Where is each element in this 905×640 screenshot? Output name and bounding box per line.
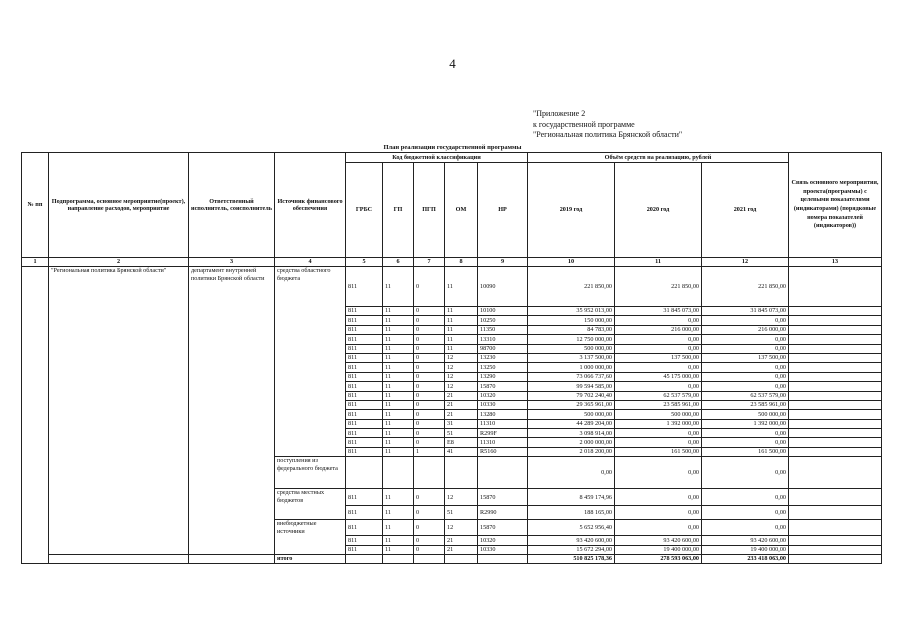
value-2019: 5 652 956,40 xyxy=(528,520,615,536)
value-2021: 0,00 xyxy=(702,382,789,391)
code-np: 13230 xyxy=(478,353,528,362)
value-2021: 216 000,00 xyxy=(702,325,789,334)
code-gp: 11 xyxy=(383,489,414,506)
value-2021: 161 500,00 xyxy=(702,447,789,456)
code-grbs: 811 xyxy=(346,335,383,344)
total-label: итого xyxy=(275,555,346,564)
code-pgp: 0 xyxy=(414,316,445,325)
code-np: R5160 xyxy=(478,447,528,456)
code-np: 13280 xyxy=(478,410,528,419)
code-np: 13290 xyxy=(478,372,528,381)
value-2019: 188 165,00 xyxy=(528,506,615,520)
code-pgp: 0 xyxy=(414,489,445,506)
link-cell xyxy=(789,410,882,419)
code-pgp xyxy=(414,555,445,564)
value-2019: 29 365 961,00 xyxy=(528,400,615,409)
link-cell xyxy=(789,307,882,316)
code-grbs: 811 xyxy=(346,520,383,536)
link-cell xyxy=(789,267,882,307)
value-2020: 0,00 xyxy=(615,316,702,325)
code-grbs: 811 xyxy=(346,391,383,400)
total-2020: 278 593 063,00 xyxy=(615,555,702,564)
value-2020: 19 400 000,00 xyxy=(615,545,702,554)
code-pgp xyxy=(414,457,445,489)
column-number-row xyxy=(22,258,882,267)
code-om: 51 xyxy=(445,506,478,520)
value-2021: 0,00 xyxy=(702,429,789,438)
code-gp: 11 xyxy=(383,307,414,316)
header-2021: 2021 год xyxy=(702,163,789,258)
link-cell xyxy=(789,489,882,506)
code-gp: 11 xyxy=(383,335,414,344)
code-pgp: 0 xyxy=(414,307,445,316)
header-no: № пп xyxy=(22,153,49,258)
column-number-13: 13 xyxy=(789,258,882,267)
code-om: 11 xyxy=(445,267,478,307)
code-om: 12 xyxy=(445,372,478,381)
value-2021: 31 845 073,00 xyxy=(702,307,789,316)
header-budget-code: Код бюджетной классификации xyxy=(346,153,528,163)
link-cell xyxy=(789,429,882,438)
executor-cell: департамент внутренней политики Брянской области xyxy=(189,267,275,555)
value-2020: 0,00 xyxy=(615,335,702,344)
value-2021: 0,00 xyxy=(702,438,789,447)
code-om: 21 xyxy=(445,410,478,419)
value-2019: 221 850,00 xyxy=(528,267,615,307)
column-number-6: 6 xyxy=(383,258,414,267)
code-pgp: 0 xyxy=(414,536,445,545)
link-cell xyxy=(789,316,882,325)
link-cell xyxy=(789,363,882,372)
value-2019: 12 750 000,00 xyxy=(528,335,615,344)
link-cell xyxy=(789,325,882,334)
value-2019: 73 066 737,60 xyxy=(528,372,615,381)
code-om: 21 xyxy=(445,400,478,409)
header-source: Источник финансового обеспечения xyxy=(275,153,346,258)
value-2021: 1 392 000,00 xyxy=(702,419,789,428)
code-pgp: 0 xyxy=(414,438,445,447)
value-2019: 1 000 000,00 xyxy=(528,363,615,372)
link-cell xyxy=(789,506,882,520)
code-pgp: 0 xyxy=(414,353,445,362)
link-cell xyxy=(789,555,882,564)
code-np: 15870 xyxy=(478,382,528,391)
header-2020: 2020 год xyxy=(615,163,702,258)
value-2021: 0,00 xyxy=(702,335,789,344)
value-2021: 0,00 xyxy=(702,457,789,489)
header-gp: ГП xyxy=(383,163,414,258)
value-2021: 0,00 xyxy=(702,489,789,506)
value-2020: 0,00 xyxy=(615,438,702,447)
link-cell xyxy=(789,520,882,536)
code-om: 21 xyxy=(445,536,478,545)
code-np: 10250 xyxy=(478,316,528,325)
appendix-line-2: к государственной программе xyxy=(533,119,635,129)
header-executor: Ответственный исполнитель, соисполнитель xyxy=(189,153,275,258)
value-2020: 161 500,00 xyxy=(615,447,702,456)
code-om xyxy=(445,555,478,564)
code-grbs: 811 xyxy=(346,363,383,372)
link-cell xyxy=(789,447,882,456)
code-gp: 11 xyxy=(383,545,414,554)
code-om: 11 xyxy=(445,316,478,325)
value-2021: 62 537 579,00 xyxy=(702,391,789,400)
source-local-cell: средства местных бюджетов xyxy=(275,489,346,520)
value-2020: 0,00 xyxy=(615,344,702,353)
link-cell xyxy=(789,419,882,428)
value-2020: 23 585 961,00 xyxy=(615,400,702,409)
value-2019: 79 702 240,40 xyxy=(528,391,615,400)
value-2019: 150 000,00 xyxy=(528,316,615,325)
code-om: 11 xyxy=(445,335,478,344)
code-om: 41 xyxy=(445,447,478,456)
code-pgp: 0 xyxy=(414,372,445,381)
code-grbs: 811 xyxy=(346,429,383,438)
code-gp: 11 xyxy=(383,316,414,325)
code-pgp: 0 xyxy=(414,506,445,520)
code-grbs: 811 xyxy=(346,316,383,325)
value-2021: 137 500,00 xyxy=(702,353,789,362)
column-number-12: 12 xyxy=(702,258,789,267)
value-2019: 0,00 xyxy=(528,457,615,489)
plan-table xyxy=(21,152,882,564)
code-grbs: 811 xyxy=(346,410,383,419)
column-number-8: 8 xyxy=(445,258,478,267)
value-2020: 0,00 xyxy=(615,382,702,391)
code-pgp: 1 xyxy=(414,447,445,456)
code-np xyxy=(478,457,528,489)
link-cell xyxy=(789,457,882,489)
page-number: 4 xyxy=(449,56,456,71)
value-2020: 1 392 000,00 xyxy=(615,419,702,428)
code-pgp: 0 xyxy=(414,429,445,438)
code-grbs: 811 xyxy=(346,545,383,554)
value-2021: 221 850,00 xyxy=(702,267,789,307)
value-2021: 0,00 xyxy=(702,520,789,536)
code-np: 10330 xyxy=(478,400,528,409)
code-grbs: 811 xyxy=(346,353,383,362)
column-number-7: 7 xyxy=(414,258,445,267)
code-grbs: 811 xyxy=(346,400,383,409)
code-om: 11 xyxy=(445,325,478,334)
value-2021: 0,00 xyxy=(702,344,789,353)
code-pgp: 0 xyxy=(414,267,445,307)
appendix-line-3: "Региональная политика Брянской области" xyxy=(533,130,683,139)
total-2021: 233 418 063,00 xyxy=(702,555,789,564)
value-2021: 0,00 xyxy=(702,506,789,520)
program-name-cell: "Региональная политика Брянской области" xyxy=(49,267,189,555)
code-om: 21 xyxy=(445,545,478,554)
link-cell xyxy=(789,438,882,447)
code-grbs: 811 xyxy=(346,267,383,307)
code-grbs: 811 xyxy=(346,325,383,334)
code-pgp: 0 xyxy=(414,410,445,419)
value-2019: 500 000,00 xyxy=(528,344,615,353)
code-gp: 11 xyxy=(383,267,414,307)
plan-title: План реализации государственной программы xyxy=(383,144,522,151)
value-2019: 93 420 600,00 xyxy=(528,536,615,545)
code-gp: 11 xyxy=(383,353,414,362)
code-grbs: 811 xyxy=(346,344,383,353)
column-number-11: 11 xyxy=(615,258,702,267)
code-np: R299F xyxy=(478,429,528,438)
code-om xyxy=(445,457,478,489)
code-gp: 11 xyxy=(383,447,414,456)
code-pgp: 0 xyxy=(414,545,445,554)
column-number-3: 3 xyxy=(189,258,275,267)
code-grbs xyxy=(346,457,383,489)
total-2019: 510 825 178,36 xyxy=(528,555,615,564)
appendix-note xyxy=(533,109,682,141)
value-2020: 0,00 xyxy=(615,429,702,438)
code-gp: 11 xyxy=(383,520,414,536)
code-om: 12 xyxy=(445,363,478,372)
code-gp: 11 xyxy=(383,400,414,409)
code-om: 31 xyxy=(445,419,478,428)
code-grbs xyxy=(346,555,383,564)
code-gp xyxy=(383,555,414,564)
link-cell xyxy=(789,400,882,409)
value-2020: 221 850,00 xyxy=(615,267,702,307)
value-2021: 0,00 xyxy=(702,372,789,381)
header-2019: 2019 год xyxy=(528,163,615,258)
value-2019: 84 783,00 xyxy=(528,325,615,334)
code-pgp: 0 xyxy=(414,363,445,372)
column-number-2: 2 xyxy=(49,258,189,267)
code-grbs: 811 xyxy=(346,489,383,506)
code-pgp: 0 xyxy=(414,344,445,353)
link-cell xyxy=(789,382,882,391)
column-number-9: 9 xyxy=(478,258,528,267)
code-gp: 11 xyxy=(383,372,414,381)
value-2020: 500 000,00 xyxy=(615,410,702,419)
source-federal-cell: поступления из федерального бюджета xyxy=(275,457,346,489)
code-om: 12 xyxy=(445,520,478,536)
link-cell xyxy=(789,353,882,362)
code-np xyxy=(478,555,528,564)
code-pgp: 0 xyxy=(414,382,445,391)
value-2019: 15 672 294,00 xyxy=(528,545,615,554)
code-grbs: 811 xyxy=(346,372,383,381)
code-gp: 11 xyxy=(383,438,414,447)
link-cell xyxy=(789,536,882,545)
value-2020: 0,00 xyxy=(615,363,702,372)
value-2020: 137 500,00 xyxy=(615,353,702,362)
value-2020: 0,00 xyxy=(615,506,702,520)
value-2019: 2 000 000,00 xyxy=(528,438,615,447)
table-row-total xyxy=(22,555,882,564)
value-2020: 0,00 xyxy=(615,520,702,536)
blank-cell xyxy=(49,555,189,564)
value-2019: 2 018 200,00 xyxy=(528,447,615,456)
value-2019: 35 952 013,00 xyxy=(528,307,615,316)
value-2019: 99 594 585,00 xyxy=(528,382,615,391)
source-regional-cell: средства областного бюджета xyxy=(275,267,346,457)
value-2021: 19 400 000,00 xyxy=(702,545,789,554)
header-subprogram: Подпрограмма, основное мероприятие(проект), направление расходов, мероприятие xyxy=(49,153,189,258)
code-gp: 11 xyxy=(383,506,414,520)
code-om: 11 xyxy=(445,344,478,353)
code-np: 13250 xyxy=(478,363,528,372)
value-2021: 93 420 600,00 xyxy=(702,536,789,545)
code-om: 12 xyxy=(445,382,478,391)
code-pgp: 0 xyxy=(414,400,445,409)
blank-cell xyxy=(189,555,275,564)
link-cell xyxy=(789,545,882,554)
code-np: 10330 xyxy=(478,545,528,554)
column-number-10: 10 xyxy=(528,258,615,267)
source-offbudget-cell: внебюджетные источники xyxy=(275,520,346,555)
code-pgp: 0 xyxy=(414,419,445,428)
code-gp: 11 xyxy=(383,363,414,372)
code-grbs: 811 xyxy=(346,438,383,447)
code-gp: 11 xyxy=(383,325,414,334)
code-om: 12 xyxy=(445,353,478,362)
code-np: 10090 xyxy=(478,267,528,307)
code-om: 21 xyxy=(445,391,478,400)
code-pgp: 0 xyxy=(414,520,445,536)
column-number-4: 4 xyxy=(275,258,346,267)
link-cell xyxy=(789,372,882,381)
code-np: 15870 xyxy=(478,489,528,506)
value-2019: 500 000,00 xyxy=(528,410,615,419)
code-om: 12 xyxy=(445,489,478,506)
code-np: 98700 xyxy=(478,344,528,353)
header-volume: Объём средств на реализацию, рублей xyxy=(528,153,789,163)
code-om: 51 xyxy=(445,429,478,438)
code-np: 10100 xyxy=(478,307,528,316)
link-cell xyxy=(789,335,882,344)
code-grbs: 811 xyxy=(346,307,383,316)
value-2020: 0,00 xyxy=(615,489,702,506)
header-np: НР xyxy=(478,163,528,258)
table-row xyxy=(22,267,882,307)
value-2020: 62 537 579,00 xyxy=(615,391,702,400)
code-pgp: 0 xyxy=(414,335,445,344)
value-2020: 45 175 000,00 xyxy=(615,372,702,381)
value-2021: 0,00 xyxy=(702,316,789,325)
code-gp: 11 xyxy=(383,429,414,438)
code-grbs: 811 xyxy=(346,419,383,428)
code-om: E8 xyxy=(445,438,478,447)
code-np: 11350 xyxy=(478,325,528,334)
value-2020: 216 000,00 xyxy=(615,325,702,334)
code-grbs: 811 xyxy=(346,382,383,391)
code-grbs: 811 xyxy=(346,536,383,545)
code-om: 11 xyxy=(445,307,478,316)
value-2019: 44 289 204,00 xyxy=(528,419,615,428)
value-2020: 0,00 xyxy=(615,457,702,489)
value-2019: 3 137 500,00 xyxy=(528,353,615,362)
code-np: 11310 xyxy=(478,419,528,428)
code-gp: 11 xyxy=(383,382,414,391)
code-gp: 11 xyxy=(383,536,414,545)
header-link: Связь основного мероприятия, проекта(программы) с целевыми показателями (индикаторами) (порядковые номера показателей (индикаторов)) xyxy=(789,153,882,258)
header-om: ОМ xyxy=(445,163,478,258)
value-2021: 500 000,00 xyxy=(702,410,789,419)
row-number-cell xyxy=(22,267,49,564)
column-number-5: 5 xyxy=(346,258,383,267)
column-number-1: 1 xyxy=(22,258,49,267)
code-np: R2990 xyxy=(478,506,528,520)
code-gp: 11 xyxy=(383,344,414,353)
code-np: 11310 xyxy=(478,438,528,447)
code-gp: 11 xyxy=(383,419,414,428)
link-cell xyxy=(789,344,882,353)
code-grbs: 811 xyxy=(346,447,383,456)
appendix-line-1: "Приложение 2 xyxy=(533,109,586,118)
value-2020: 93 420 600,00 xyxy=(615,536,702,545)
value-2021: 0,00 xyxy=(702,363,789,372)
code-np: 10320 xyxy=(478,391,528,400)
code-pgp: 0 xyxy=(414,325,445,334)
value-2019: 3 098 914,00 xyxy=(528,429,615,438)
link-cell xyxy=(789,391,882,400)
value-2019: 8 459 174,96 xyxy=(528,489,615,506)
code-gp xyxy=(383,457,414,489)
value-2020: 31 845 073,00 xyxy=(615,307,702,316)
code-gp: 11 xyxy=(383,391,414,400)
header-pgp: ПГП xyxy=(414,163,445,258)
code-np: 13310 xyxy=(478,335,528,344)
code-np: 10320 xyxy=(478,536,528,545)
code-gp: 11 xyxy=(383,410,414,419)
value-2021: 23 585 961,00 xyxy=(702,400,789,409)
code-np: 15870 xyxy=(478,520,528,536)
code-grbs: 811 xyxy=(346,506,383,520)
header-grbs: ГРБС xyxy=(346,163,383,258)
code-pgp: 0 xyxy=(414,391,445,400)
